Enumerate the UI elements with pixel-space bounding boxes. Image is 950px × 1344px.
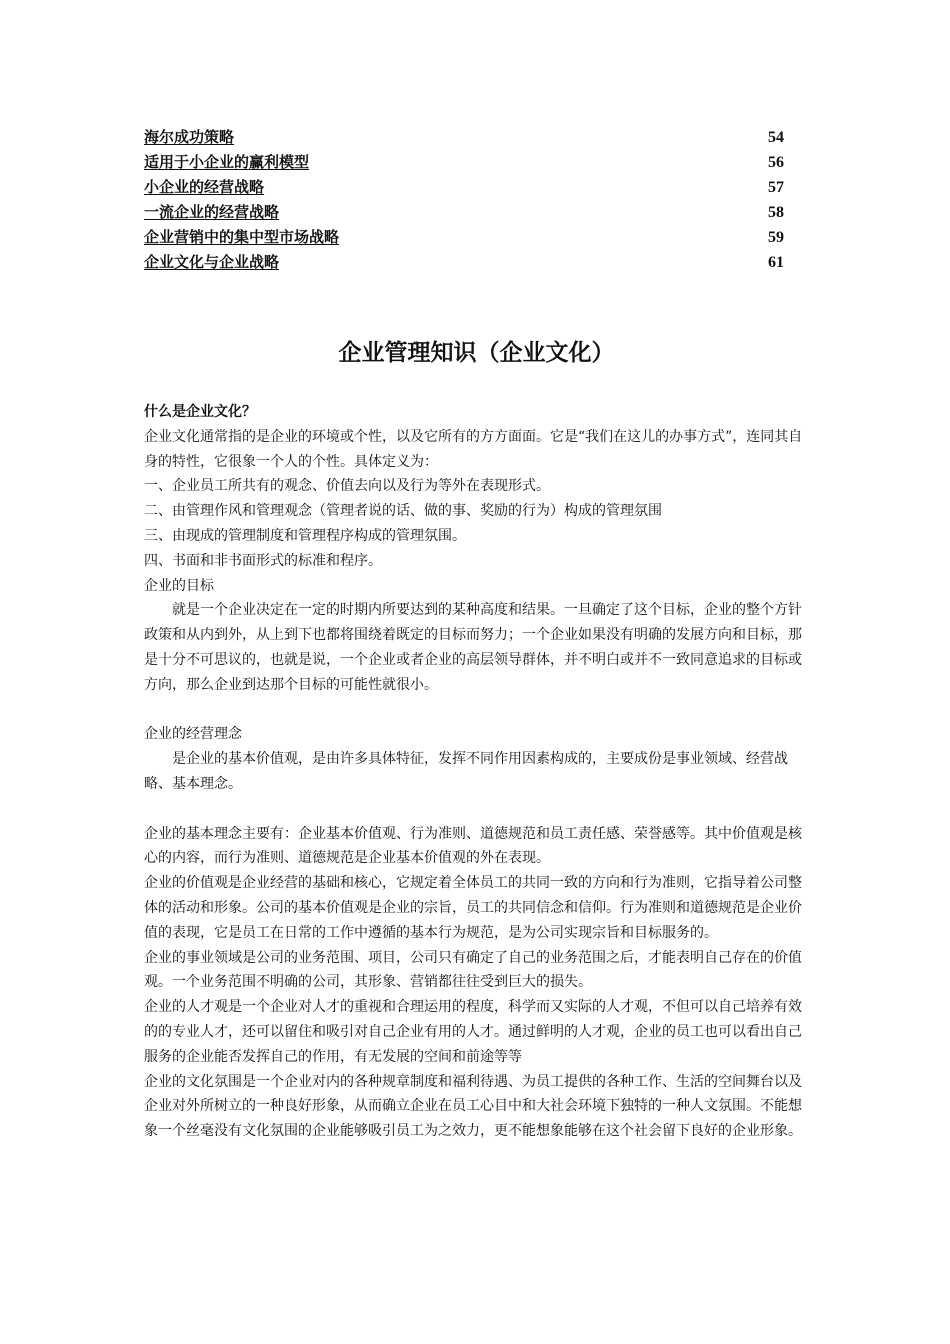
- document-body: [144, 400, 809, 1144]
- toc-link[interactable]: 企业营销中的集中型市场战略: [144, 228, 340, 246]
- toc-entry: [144, 200, 784, 225]
- paragraph: 企业文化通常指的是企业的环境或个性，以及它所有的方方面面。它是“我们在这儿的办事方式”，连同其自身的特性，它很象一个人的个性。具体定义为：: [144, 428, 803, 470]
- paragraph: 企业的文化氛围是一个企业对内的各种规章制度和福利待遇、为员工提供的各种工作、生活的空间舞台以及企业对外所树立的一种良好形象，从而确立企业在员工心目中和大社会环境下独特的一种人文氛围。不能想象一个丝毫没有文化氛围的企业能够吸引员工为之效力，更不能想象能够在这个社会留下良好的企业形象。: [144, 1073, 802, 1140]
- toc-page-number: 56: [768, 154, 784, 171]
- paragraph: 企业的价值观是企业经营的基础和核心，它规定着全体员工的共同一致的方向和行为准则，它指导着公司整体的活动和形象。公司的基本价值观是企业的宗旨，员工的共同信念和信仰。行为准则和道德规范是企业价值的表现，它是员工在日常的工作中遵循的基本行为规范，是为公司实现宗旨和目标服务的。: [144, 875, 802, 941]
- paragraph: 是企业的基本价值观，是由许多具体特征，发挥不同作用因素构成的，主要成份是事业领域、经营战略、基本理念。: [144, 751, 788, 792]
- subsection-label: 企业的经营理念: [144, 726, 242, 743]
- toc-page-number: 59: [768, 229, 784, 246]
- toc-link[interactable]: 一流企业的经营战略: [144, 203, 280, 221]
- toc-entry: [144, 250, 784, 275]
- definition-item: 一、企业员工所共有的观念、价值去向以及行为等外在表现形式。: [144, 478, 550, 495]
- toc-entry: [144, 125, 784, 150]
- toc-page-number: 58: [768, 204, 784, 221]
- toc-link[interactable]: 小企业的经营战略: [144, 178, 265, 196]
- toc-page-number: 61: [768, 254, 784, 271]
- toc-entry: [144, 150, 784, 175]
- subsection-label: 企业的目标: [144, 577, 214, 594]
- toc-link[interactable]: 企业文化与企业战略: [144, 253, 280, 271]
- definition-item: 四、书面和非书面形式的标准和程序。: [144, 552, 382, 569]
- paragraph: 企业的事业领域是公司的业务范围、项目，公司只有确定了自己的业务范围之后，才能表明自己存在的价值观。一个业务范围不明确的公司，其形象、营销都往往受到巨大的损失。: [144, 949, 802, 991]
- toc-entry: [144, 175, 784, 200]
- toc-page-number: 54: [768, 129, 784, 146]
- definition-item: 三、由现成的管理制度和管理程序构成的管理氛围。: [144, 527, 466, 544]
- paragraph: 企业的基本理念主要有：企业基本价值观、行为准则、道德规范和员工责任感、荣誉感等。其中价值观是核心的内容，而行为准则、道德规范是企业基本价值观的外在表现。: [144, 825, 802, 867]
- spacer: [144, 698, 809, 723]
- paragraph: 就是一个企业决定在一定的时期内所要达到的某种高度和结果。一旦确定了这个目标，企业的整个方针政策和从内到外，从上到下也都将围绕着既定的目标而努力；一个企业如果没有明确的发展方向和目标，那是十分不可思议的，也就是说，一个企业或者企业的高层领导群体，并不明白或并不一致同意追求的目标或方向，那么企业到达那个目标的可能性就很小。: [144, 602, 802, 693]
- toc-entry: [144, 225, 784, 250]
- toc-link[interactable]: 适用于小企业的赢利模型: [144, 153, 310, 171]
- spacer: [144, 797, 809, 822]
- toc-page-number: 57: [768, 179, 784, 196]
- toc-link[interactable]: 海尔成功策略: [144, 128, 235, 146]
- paragraph: 企业的人才观是一个企业对人才的重视和合理运用的程度，科学而又实际的人才观，不但可以自己培养有效的的专业人才，还可以留住和吸引对自己企业有用的人才。通过鲜明的人才观，企业的员工也可以看出自己服务的企业能否发挥自己的作用，有无发展的空间和前途等等: [144, 999, 802, 1065]
- section-heading: 什么是企业文化？: [144, 404, 256, 420]
- table-of-contents: [144, 125, 784, 275]
- document-title: 企业管理知识（企业文化）: [338, 340, 615, 366]
- definition-item: 二、由管理作风和管理观念（管理者说的话、做的事、奖励的行为）构成的管理氛围: [144, 503, 662, 520]
